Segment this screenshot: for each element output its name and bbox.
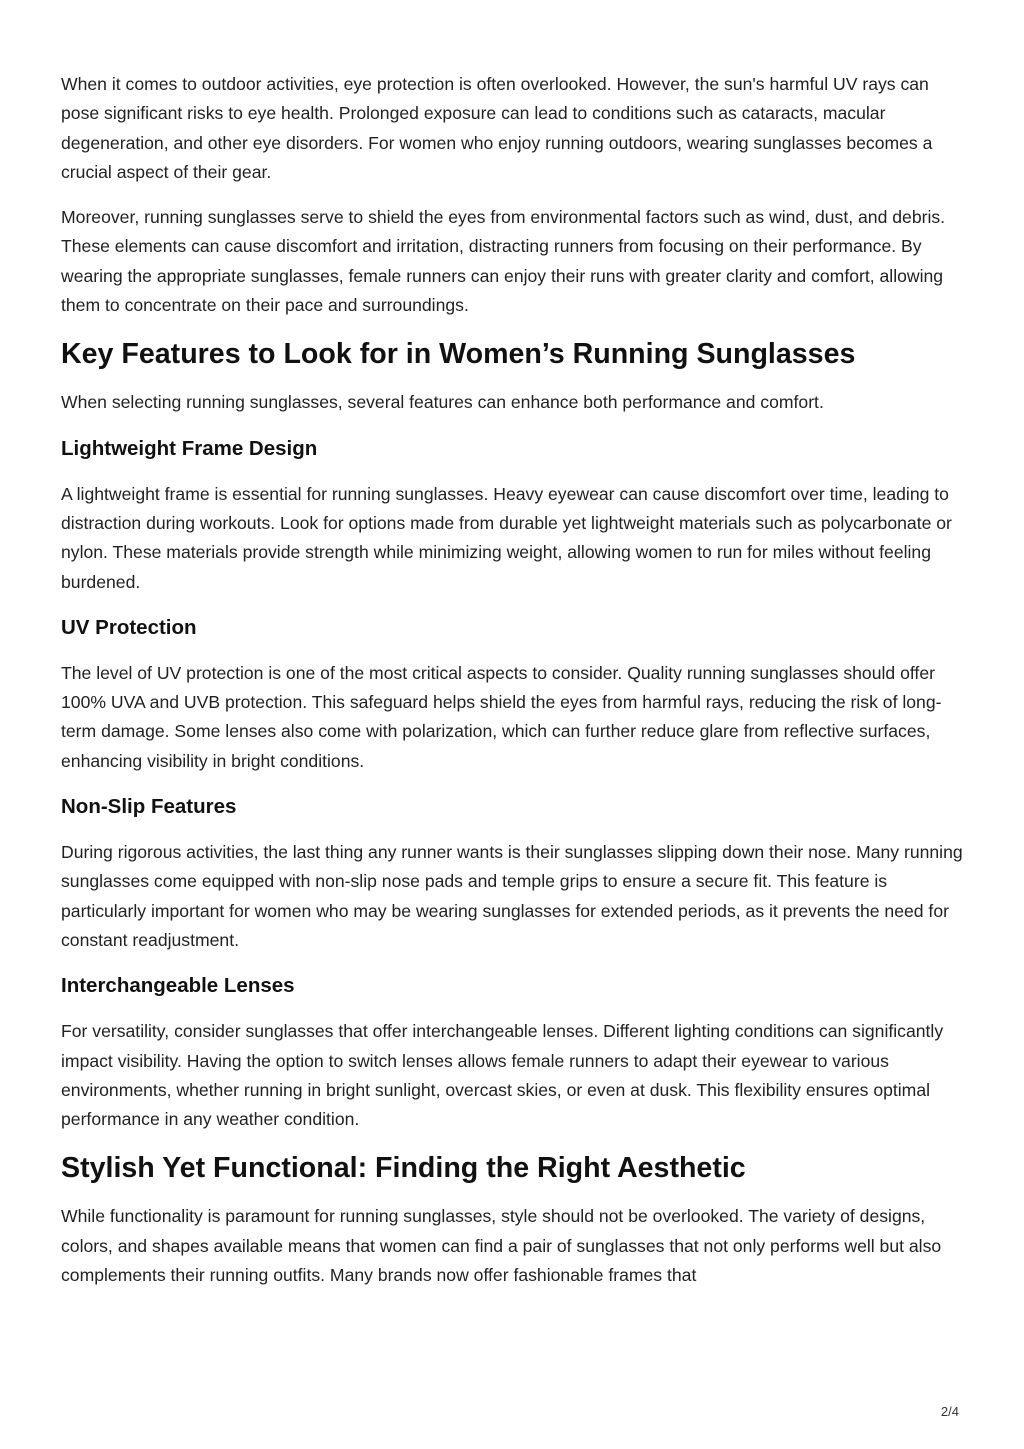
- intro-paragraph-uv-risks: When it comes to outdoor activities, eye protection is often overlooked. However, the sun's harmful UV rays can pose significant risks to eye health. Prolonged exposure can lead to conditions such as cataracts, macular degeneration, and other eye disorders. For women who enjoy running outdoors, wearing sunglasses becomes a crucial aspect of their gear.: [61, 74, 933, 182]
- subheading-uv-protection: UV Protection: [61, 615, 197, 639]
- document-page: [61, 70, 966, 1306]
- paragraph-stylish: While functionality is paramount for running sunglasses, style should not be overlooked. The variety of designs, colors, and shapes available means that women can find a pair of sunglasses that not only performs well but also complements their running outfits. Many brands now offer fashionable frames that: [61, 1206, 942, 1286]
- page-number: 2/4: [940, 1404, 959, 1419]
- subheading-interchangeable-lenses: Interchangeable Lenses: [61, 974, 295, 998]
- paragraph-lightweight-frame: A lightweight frame is essential for running sunglasses. Heavy eyewear can cause discomfort over time, leading to distraction during workouts. Look for options made from durable yet lightweight materials such as polycarbonate or nylon. These materials provide strength while minimizing weight, allowing women to run for miles without feeling burdened.: [61, 483, 952, 592]
- paragraph-non-slip: During rigorous activities, the last thing any runner wants is their sunglasses slipping down their nose. Many running sunglasses come equipped with non-slip nose pads and temple grips to ensure a secure fit. This feature is particularly important for women who may be wearing sunglasses for extended periods, as it prevents the need for constant readjustment.: [61, 842, 963, 950]
- section-heading-stylish: Stylish Yet Functional: Finding the Right Aesthetic: [61, 1152, 746, 1185]
- paragraph-uv-protection: The level of UV protection is one of the most critical aspects to consider. Quality running sunglasses should offer 100% UVA and UVB protection. This safeguard helps shield the eyes from harmful rays, reducing the risk of long-term damage. Some lenses also come with polarization, which can further reduce glare from reflective surfaces, enhancing visibility in bright conditions.: [61, 662, 942, 771]
- paragraph-interchangeable-lenses: For versatility, consider sunglasses that offer interchangeable lenses. Different lighting conditions can significantly impact visibility. Having the option to switch lenses allows female runners to adapt their eyewear to various environments, whether running in bright sunlight, overcast skies, or even at dusk. This flexibility ensures optimal performance in any weather condition.: [61, 1021, 944, 1130]
- subheading-lightweight-frame: Lightweight Frame Design: [61, 436, 318, 460]
- key-features-intro: When selecting running sunglasses, several features can enhance both performance and comfort.: [61, 392, 824, 413]
- subheading-non-slip: Non-Slip Features: [61, 795, 237, 819]
- section-heading-key-features: Key Features to Look for in Women’s Running Sunglasses: [61, 338, 856, 371]
- intro-paragraph-environmental-factors: Moreover, running sunglasses serve to shield the eyes from environmental factors such as wind, dust, and debris. These elements can cause discomfort and irritation, distracting runners from focusing on their performance. By wearing the appropriate sunglasses, female runners can enjoy their runs with greater clarity and comfort, allowing them to concentrate on their pace and surroundings.: [61, 207, 946, 316]
